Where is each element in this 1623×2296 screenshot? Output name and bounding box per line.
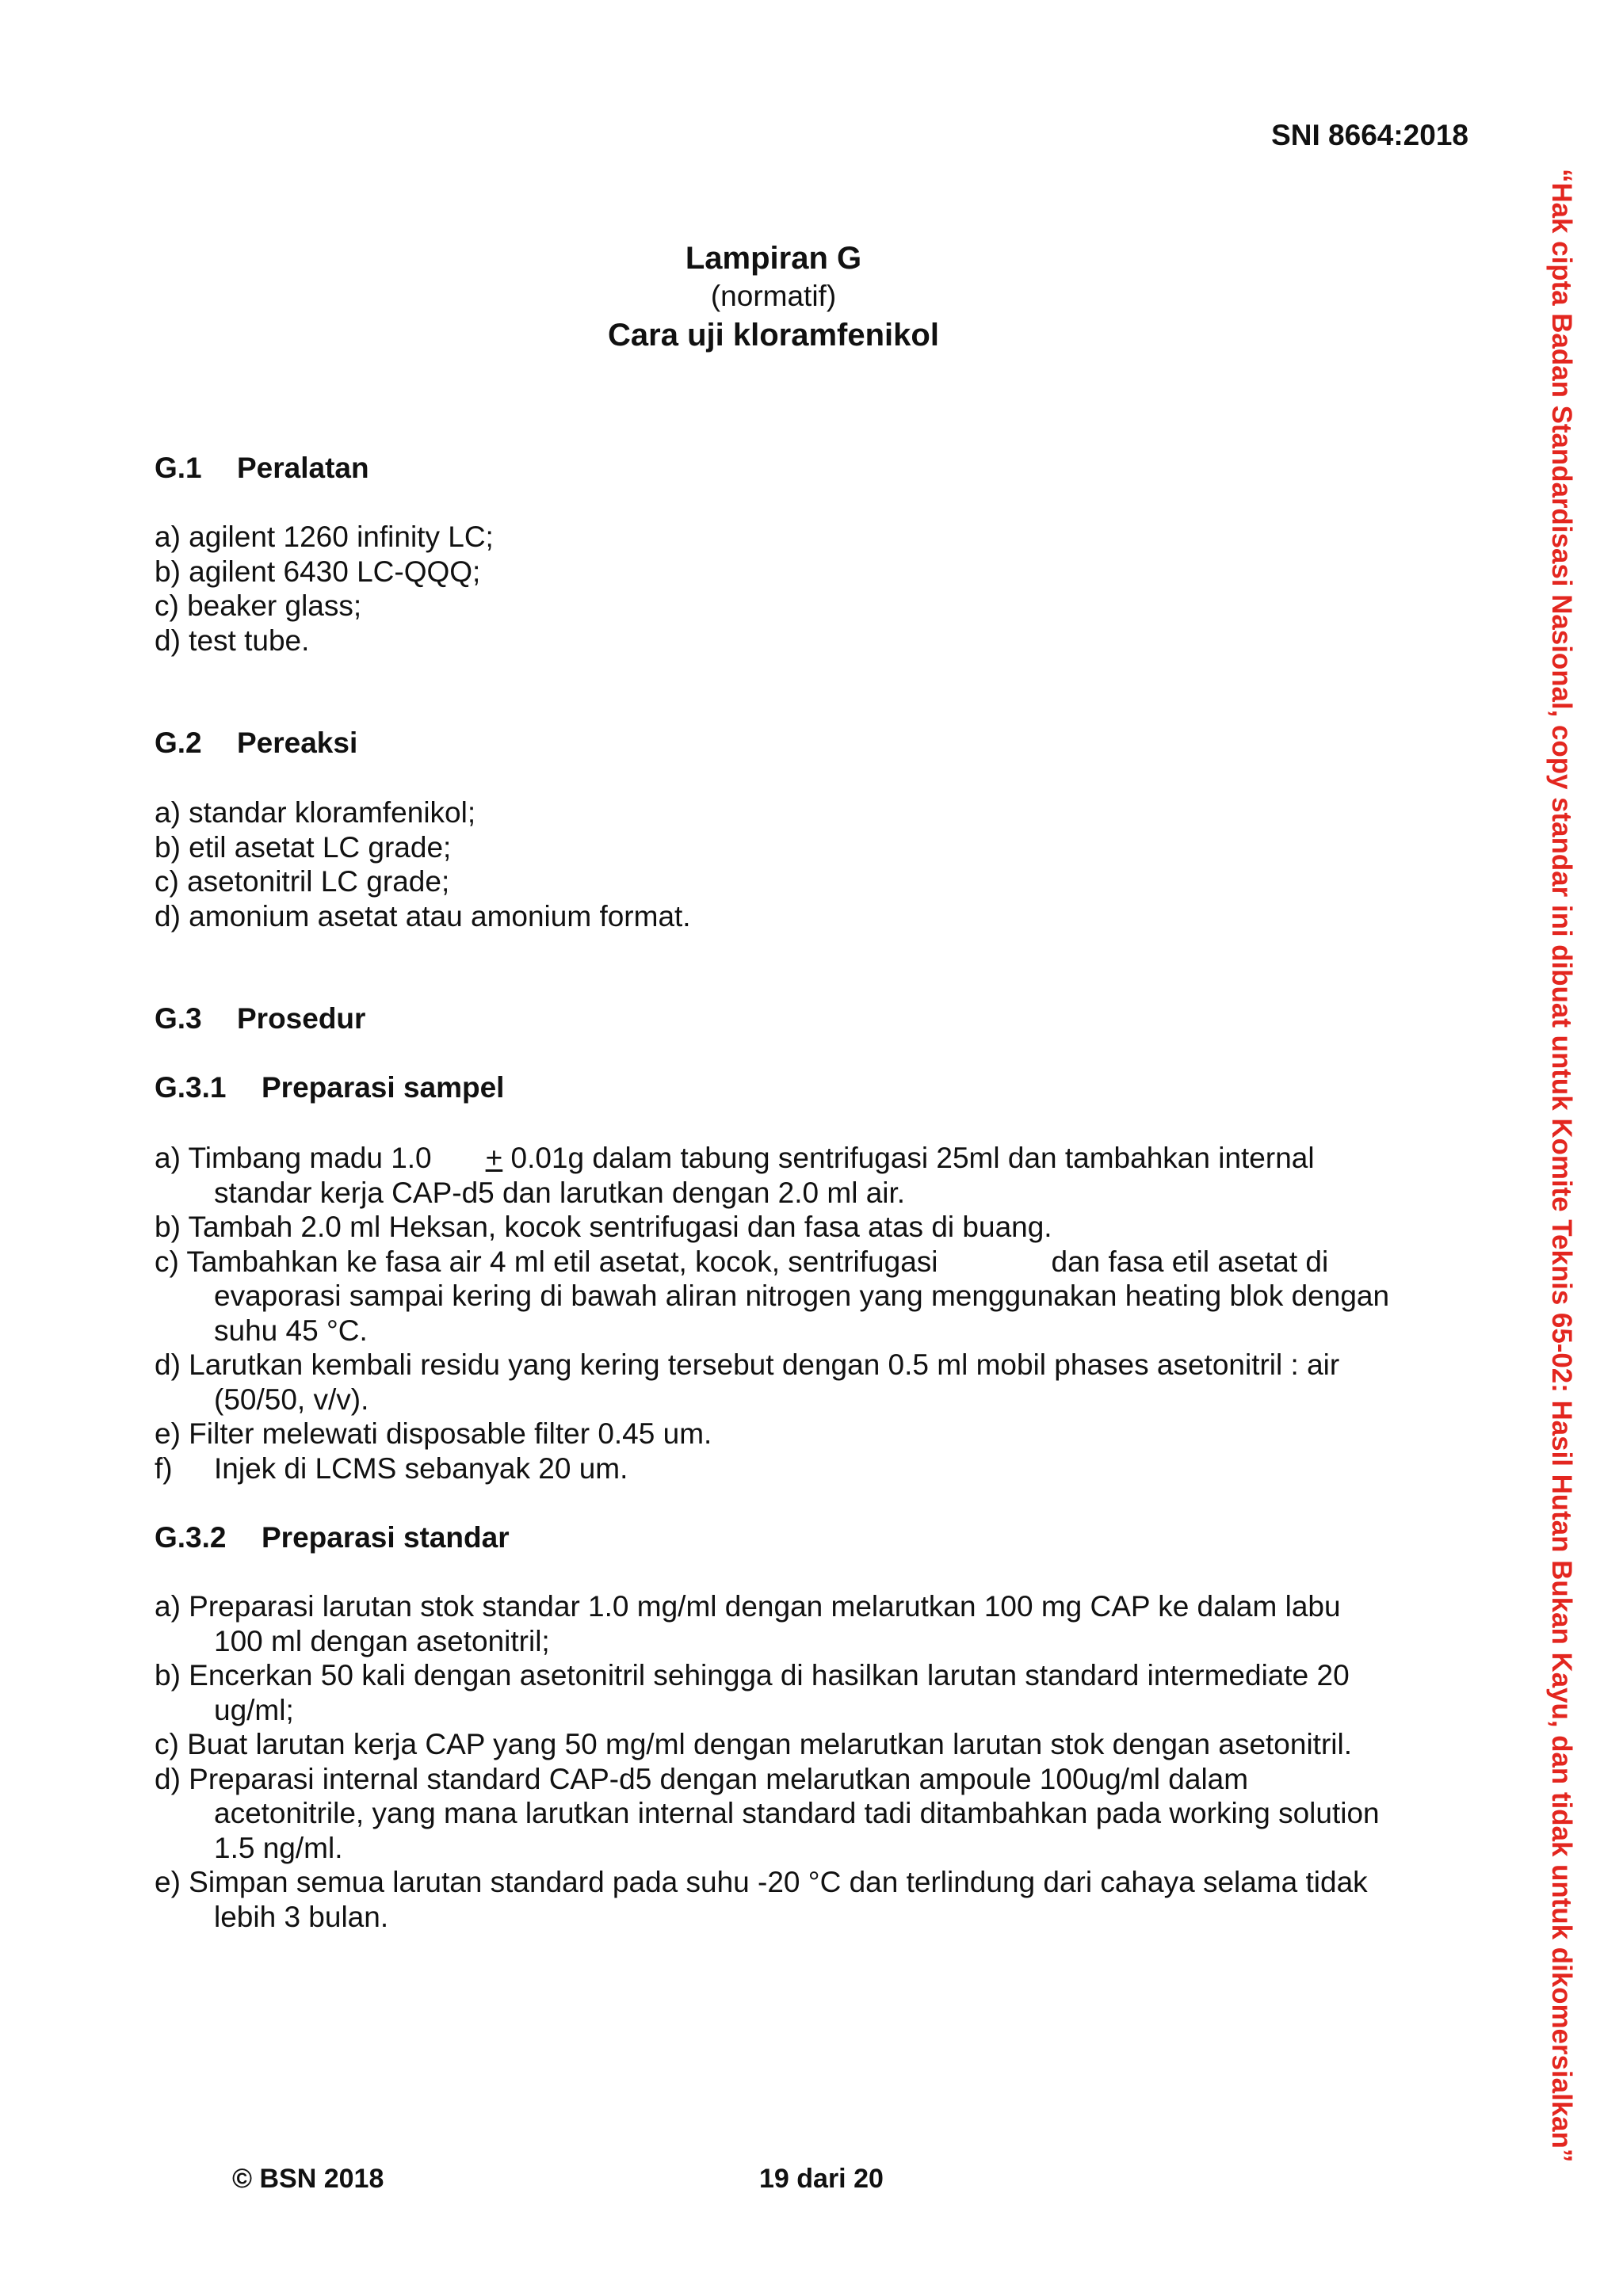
section-heading-g31: [155, 1071, 504, 1104]
sample-prep-list: [155, 1141, 1391, 1486]
list-item: b) Tambah 2.0 ml Heksan, kocok sentrifugasi dan fasa atas di buang.: [155, 1211, 1052, 1243]
list-item: c) beaker glass;: [155, 589, 362, 622]
footer-copyright: © BSN 2018: [232, 2164, 384, 2194]
list-item: [155, 1141, 1391, 1210]
list-item: [155, 1451, 1391, 1486]
list-item: e) Filter melewati disposable filter 0.45 um.: [155, 1417, 712, 1450]
list-item: b) agilent 6430 LC-QQQ;: [155, 555, 481, 588]
item-text: a) Timbang madu 1.0: [155, 1142, 432, 1174]
section-heading-g1: [155, 452, 369, 485]
list-item: c) Buat larutan kerja CAP yang 50 mg/ml dengan melarutkan larutan stok dengan asetonitril.: [155, 1728, 1353, 1760]
standard-prep-list: [155, 1589, 1391, 1934]
annex-name: Cara uji kloramfenikol: [608, 318, 939, 353]
section-number: G.3.2: [155, 1521, 227, 1554]
list-item: a) Preparasi larutan stok standar 1.0 mg/ml dengan melarutkan 100 mg CAP ke dalam labu 100 ml dengan asetonitril;: [155, 1590, 1341, 1657]
list-item: d) Preparasi internal standard CAP-d5 dengan melarutkan ampoule 100ug/ml dalam acetonitrile, yang mana larutkan internal standard tadi ditambahkan pada working solution 1.5 ng/ml.: [155, 1762, 1380, 1864]
list-item: b) etil asetat LC grade;: [155, 830, 452, 864]
section-title: Peralatan: [237, 452, 369, 484]
item-text: Injek di LCMS sebanyak 20 um.: [214, 1451, 628, 1485]
section-heading-g2: [155, 727, 357, 760]
section-number: G.2: [155, 727, 202, 759]
list-item: a) standar kloramfenikol;: [155, 796, 476, 829]
section-heading-g32: [155, 1521, 510, 1554]
list-item: [155, 1245, 1391, 1348]
list-item: d) amonium asetat atau amonium format.: [155, 899, 691, 933]
document-code: SNI 8664:2018: [1271, 119, 1468, 151]
list-item: b) Encerkan 50 kali dengan asetonitril sehingga di hasilkan larutan standard intermediate 20 ug/ml;: [155, 1659, 1350, 1726]
annex-title-block: [0, 238, 1547, 357]
section-title: Prosedur: [237, 1002, 366, 1035]
copyright-watermark: [1541, 169, 1581, 2163]
list-item: a) agilent 1260 infinity LC;: [155, 521, 494, 553]
item-label: f): [155, 1451, 173, 1485]
section-number: G.3.1: [155, 1071, 227, 1104]
section-number: G.3: [155, 1002, 202, 1035]
list-item: d) test tube.: [155, 624, 310, 657]
section-number: G.1: [155, 452, 202, 484]
footer-page-number: 19 dari 20: [759, 2164, 884, 2194]
annex-label: Lampiran G: [685, 241, 862, 276]
equipment-list: [155, 520, 1391, 658]
list-item: d) Larutkan kembali residu yang kering tersebut dengan 0.5 ml mobil phases asetonitril : air (50/50, v/v).: [155, 1348, 1340, 1416]
section-title: Preparasi standar: [262, 1521, 510, 1554]
item-text: 0.01g dalam tabung sentrifugasi 25ml dan tambahkan internal standar kerja CAP-d5 dan larutkan dengan 2.0 ml air.: [214, 1142, 1315, 1209]
item-text: c) Tambahkan ke fasa air 4 ml etil asetat, kocok, sentrifugasi: [155, 1245, 938, 1278]
item-text: dan fasa etil asetat di evaporasi sampai kering di bawah aliran nitrogen yang menggunakan heating blok dengan suhu 45 °C.: [214, 1245, 1390, 1347]
annex-type: (normatif): [710, 280, 837, 312]
reagent-list: [155, 795, 1391, 933]
plus-minus-sign: +: [485, 1142, 503, 1174]
section-heading-g3: [155, 1002, 365, 1035]
list-item: e) Simpan semua larutan standard pada suhu -20 °C dan terlindung dari cahaya selama tidak lebih 3 bulan.: [155, 1866, 1368, 1933]
section-title: Pereaksi: [237, 727, 358, 759]
watermark-text: “Hak cipta Badan Standardisasi Nasional, copy standar ini dibuat untuk Komite Teknis 65-02: Hasil Hutan Bukan Kayu, dan tidak untuk dikomersialkan”: [1546, 169, 1577, 2163]
list-item: c) asetonitril LC grade;: [155, 865, 450, 898]
section-title: Preparasi sampel: [262, 1071, 505, 1104]
